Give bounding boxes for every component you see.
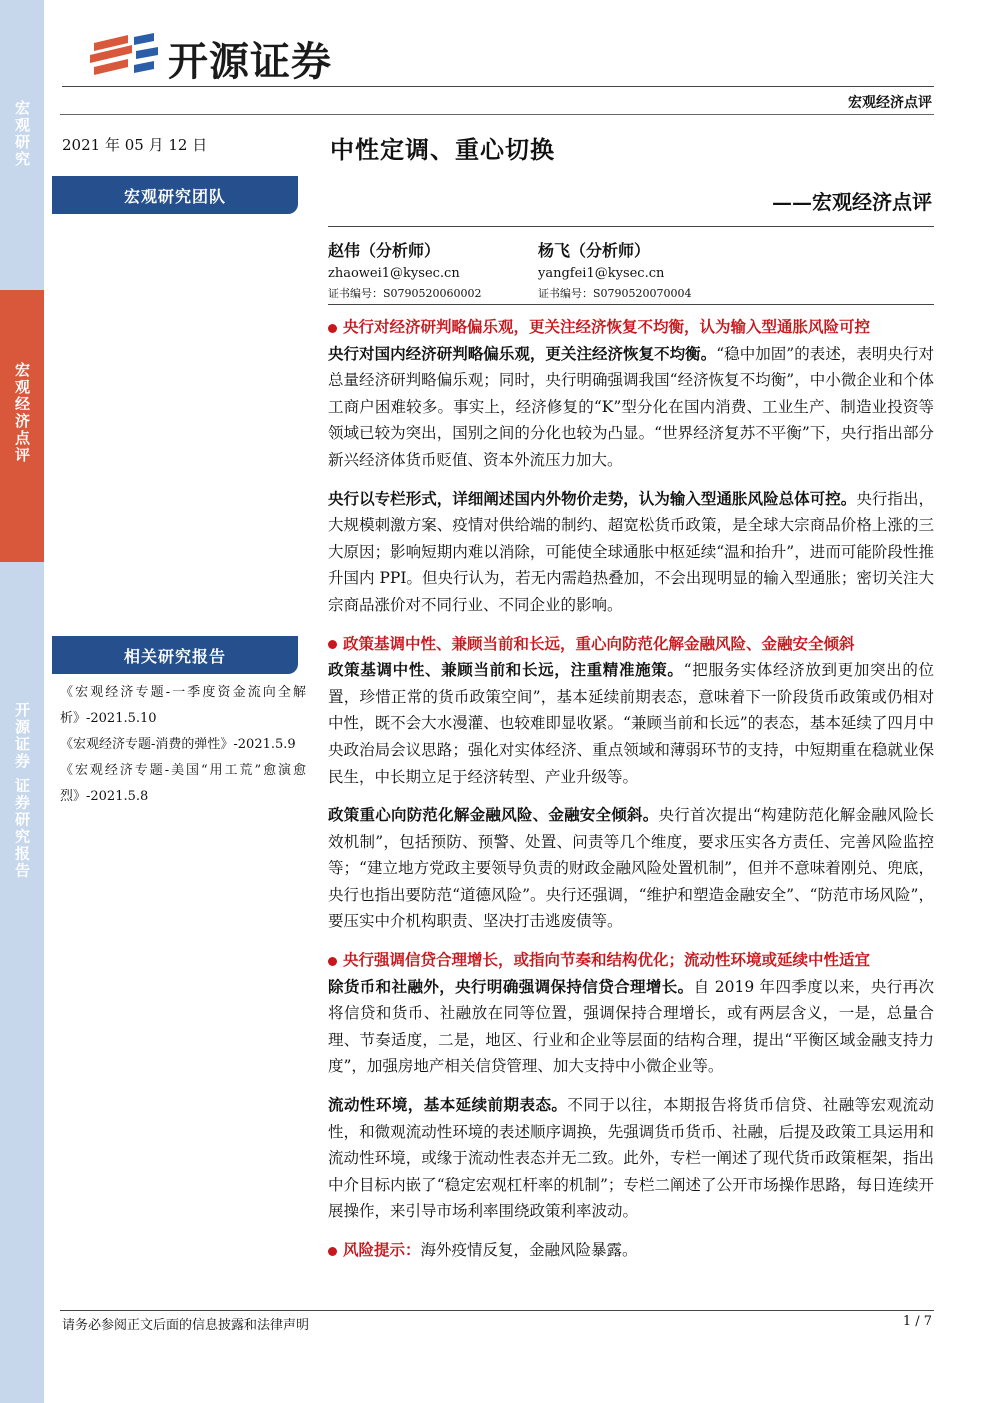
sidebar-top [0, 0, 44, 290]
sidebar-top-label: 宏观研究 [13, 100, 31, 168]
paragraph-text: “稳中加固”的表述，表明央行对总量经济研判略偏乐观；同时，央行明确强调我国“经济恢复不均衡”，中小微企业和个体工商户困难较多。事实上，经济修复的“K”型分化在国内消费、工业生产、制造业投资等领域已较为突出，国别之间的分化也较为凸显。“世界经济复苏不平衡”下，央行指出部分新兴经济体货币贬值、资本外流压力加大。 [328, 344, 934, 469]
paragraph [328, 486, 934, 619]
paragraph-lead: 央行以专栏形式，详细阐述国内外物价走势，认为输入型通胀风险总体可控。 [328, 488, 857, 508]
analyst-2 [538, 238, 692, 301]
footer-divider [60, 1310, 934, 1311]
analyst-name: 赵伟（分析师） [328, 241, 441, 260]
risk-label: 风险提示： [343, 1240, 421, 1259]
brand-name: 开源证券 [168, 39, 332, 85]
report-type-tag: 宏观经济点评 [848, 95, 932, 111]
sidebar-bottom-label: 开源证券 证券研究报告 [13, 702, 31, 880]
paragraph-lead: 央行对国内经济研判略偏乐观，更关注经济恢复不均衡。 [328, 343, 717, 363]
paragraph [328, 341, 934, 474]
paragraph [328, 802, 934, 935]
report-title: 中性定调、重心切换 [330, 135, 555, 164]
paragraph-text: 央行首次提出“构建防范化解金融风险长效机制”，包括预防、预警、处置、问责等几个维度，要求压实各方责任、完善风险监控等；“建立地方党政主要领导负责的财政金融风险处置机制”，但并不意味着刚兑、兜底，央行也指出要防范“道德风险”。央行还强调，“维护和塑造金融安全”、“防范市场风险”，要压实中介机构职责、坚决打击逃废债等。 [328, 806, 934, 931]
related-report-item[interactable]: 《宏观经济专题-一季度资金流向全解析》-2021.5.10 [60, 685, 306, 726]
analyst-cert: 证书编号：S0790520060002 [328, 287, 482, 300]
brand-logo-icon [88, 33, 160, 85]
paragraph [328, 657, 934, 790]
report-body [328, 314, 934, 1264]
related-reports-banner: 相关研究报告 [52, 636, 298, 674]
paragraph-lead: 政策基调中性、兼顾当前和长远，注重精准施策。 [328, 660, 684, 680]
analyst-name: 杨飞（分析师） [538, 241, 651, 260]
section-headline [328, 631, 934, 658]
section-headline-text: 央行强调信贷合理增长，或指向节奏和结构优化；流动性环境或延续中性适宜 [343, 950, 871, 970]
bullet-icon [328, 640, 337, 649]
header-divider-2 [60, 114, 934, 115]
paragraph [328, 1092, 934, 1225]
sidebar-middle-label: 宏观经济点评 [13, 362, 31, 464]
related-report-item[interactable]: 《宏观经济专题-美国“用工荒”愈演愈烈》-2021.5.8 [60, 763, 306, 804]
bullet-icon [328, 1247, 337, 1256]
paragraph-lead: 政策重心向防范化解金融风险、金融安全倾斜。 [328, 805, 659, 825]
related-reports-list [60, 680, 306, 810]
section-headline [328, 947, 934, 974]
paragraph [328, 974, 934, 1080]
analyst-divider-bottom [328, 304, 934, 305]
analyst-email[interactable]: zhaowei1@kysec.cn [328, 266, 460, 281]
bullet-icon [328, 324, 337, 333]
page-number: 1 / 7 [902, 1314, 932, 1329]
header-divider [62, 86, 934, 87]
team-banner: 宏观研究团队 [52, 176, 298, 214]
report-date: 2021 年 05 月 12 日 [62, 136, 208, 154]
section-headline-text: 央行对经济研判略偏乐观，更关注经济恢复不均衡，认为输入型通胀风险可控 [343, 317, 871, 336]
section-headline [328, 314, 934, 341]
paragraph-text: 自 2019 年四季度以来，央行再次将信贷和货币、社融放在同等位置，强调保持合理增长，或有两层含义，一是，总量合理、节奏适度，二是，地区、行业和企业等层面的结构合理，提出“平衡区域金融支持力度”，加强房地产相关信贷管理、加大支持中小微企业等。 [328, 977, 934, 1076]
analyst-divider-top [328, 226, 934, 227]
sidebar-middle [0, 290, 44, 562]
risk-text: 海外疫情反复，金融风险暴露。 [420, 1241, 638, 1259]
analyst-cert: 证书编号：S0790520070004 [538, 287, 692, 300]
paragraph-lead: 除货币和社融外，央行明确强调保持信贷合理增长。 [328, 976, 694, 996]
analyst-email[interactable]: yangfei1@kysec.cn [538, 266, 665, 281]
risk-warning [328, 1237, 934, 1264]
sidebar-bottom [0, 562, 44, 1403]
paragraph-text: “把服务实体经济放到更加突出的位置，珍惜正常的货币政策空间”，基本延续前期表态，意味着下一阶段货币政策或仍相对中性，既不会大水漫灌、也较难即显收紧。“兼顾当前和长远”的表态，基本延续了四月中央政治局会议思路；强化对实体经济、重点领域和薄弱环节的支持，中短期重在稳就业保民生，中长期立足于经济转型、产业升级等。 [328, 661, 934, 786]
paragraph-lead: 流动性环境，基本延续前期表态。 [328, 1095, 568, 1115]
analyst-1 [328, 238, 482, 301]
brand-logo [88, 30, 332, 87]
paragraph-text: 央行指出，大规模刺激方案、疫情对供给端的制约、超宽松货币政策，是全球大宗商品价格上涨的三大原因；影响短期内难以消除，可能使全球通胀中枢延续“温和抬升”，进而可能阶段性推升国内 PPI。但央行认为，若无内需趋热叠加，不会出现明显的输入型通胀；密切关注大宗商品涨价对不同行业、不同企业的影响。 [328, 489, 934, 614]
related-report-item[interactable]: 《宏观经济专题-消费的弹性》-2021.5.9 [60, 737, 296, 752]
footer-disclaimer: 请务必参阅正文后面的信息披露和法律声明 [62, 1318, 310, 1333]
report-subtitle: ——宏观经济点评 [772, 190, 932, 214]
bullet-icon [328, 957, 337, 966]
section-headline-text: 政策基调中性、兼顾当前和长远，重心向防范化解金融风险、金融安全倾斜 [343, 633, 855, 653]
paragraph-text: 不同于以往，本期报告将货币信贷、社融等宏观流动性，和微观流动性环境的表述顺序调换，先强调货币货币、社融，后提及政策工具运用和流动性环境，或缘于流动性表态并无二致。此外，专栏一阐述了现代货币政策框架，指出中介目标内嵌了“稳定宏观杠杆率的机制”；专栏二阐述了公开市场操作思路，每日连续开展操作，来引导市场利率围绕政策利率波动。 [328, 1096, 934, 1221]
